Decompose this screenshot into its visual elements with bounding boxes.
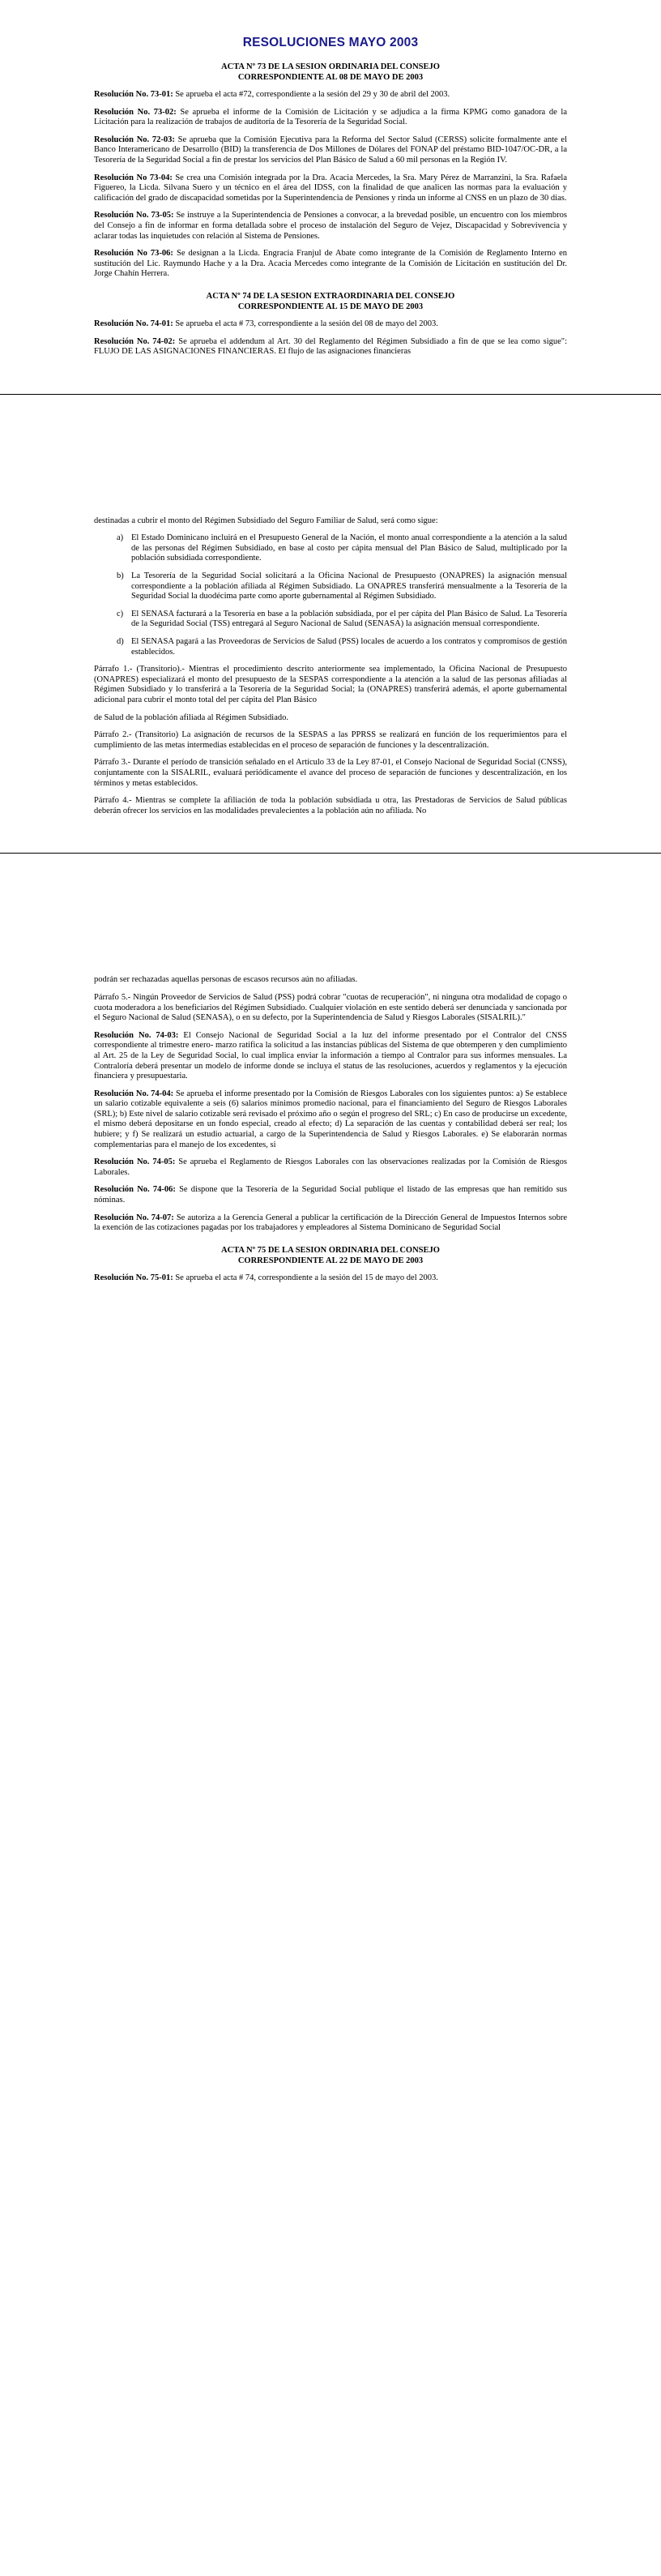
list-item-text-d: El SENASA pagará a las Proveedoras de Servicios de Salud (PSS) locales de acuerdo a los contratos y compromisos de gestión establecidos. (131, 637, 567, 657)
page-3-top-space (94, 854, 567, 975)
parrafo-5-text: Ningún Proveedor de Servicios de Salud (PSS) podrá cobrar "cuotas de recuperación", ni ninguna otra modalidad de copago o cuota moderadora a los beneficiarios del Régimen Subsidiado. Cualquier violación en este sentido deberá ser denunciada y sancionada por el Seguro Nacional de Salud (SENASA), o en su defecto, por la Superintendencia de Salud y Riesgos Laborales (SISALRIL)." (94, 992, 567, 1023)
acta-75-heading-line1: ACTA Nº 75 DE LA SESION ORDINARIA DEL CONSEJO (221, 1245, 440, 1255)
list-item (94, 533, 567, 564)
resolution-74-04 (94, 1089, 567, 1151)
parrafo-2-text: La asignación de recursos de la SESPAS a las PPRSS se realizará en función de los requerimientos para el cumplimiento de las metas intermedias establecidas en el proceso de separación de funciones y la descentralización. (94, 730, 567, 750)
resolution-74-06 (94, 1185, 567, 1205)
document-page-2 (0, 395, 661, 854)
parrafo-2 (94, 730, 567, 751)
parrafo-5-label: Párrafo 5.- (94, 992, 131, 1002)
acta-75-heading-line2: CORRESPONDIENTE AL 22 DE MAYO DE 2003 (237, 1256, 424, 1265)
resolution-74-05-text: Se aprueba el Reglamento de Riesgos Laborales con las observaciones realizadas por la Comisión de Riesgos Laborales. (94, 1157, 567, 1177)
resolution-73-01-label: Resolución No. 73-01: (94, 90, 173, 99)
resolution-73-06-label: Resolución No 73-06: (94, 249, 173, 259)
list-marker-c: c) (117, 609, 124, 618)
resolution-73-05-text: Se instruye a la Superintendencia de Pensiones a convocar, a la brevedad posible, un encuentro con los miembros del Consejo a fin de informar en forma detallada sobre el proceso de instalación del Seguro de Vejez, Discapacidad y Sobrevivencia y aclarar todas las inquietudes con relación al Sistema de Pensiones. (94, 211, 567, 241)
list-item (94, 571, 567, 602)
list-item (94, 637, 567, 657)
resolution-73-02 (94, 108, 567, 128)
page-2-bottom-space (94, 824, 567, 853)
page-3-continuation: podrán ser rechazadas aquellas personas de escasos recursos aún no afiliadas. (94, 975, 358, 985)
page-1-bottom-space (94, 365, 567, 394)
resolution-74-01 (94, 319, 567, 330)
resolution-74-03-text: El Consejo Nacional de Seguridad Social a la luz del informe presentado por el Contralor del CNSS correspondiente al trimestre enero- marzo ratifica la solicitud a las instancias públicas del Sistema de que obtemperen y den cumplimiento al Art. 25 de la Ley de Seguridad Social, lo cual implica enviar la información a tiempo al Contralor para sus informes mensuales. La Contraloría deberá presentar un modelo de informe donde se incluya el status de las resoluciones, acuerdos y reglamentos y la ejecución financiera y presupuestaria. (94, 1030, 567, 1081)
parrafo-1-text: Mientras el procedimiento descrito anteriormente sea implementado, la Oficina Nacional de Presupuesto (ONAPRES) especializará el monto del presupuesto de la SESPAS correspondiente a la atención a la salud de las personas afiliadas al Régimen Subsidiado y lo transferirá a la Tesorería de la Seguridad Social; la (ONAPRES) transferirá además, el aporte gubernamental adicional para cubrir el monto total del per cápita del Plan Básico (94, 665, 567, 704)
resolution-74-05 (94, 1157, 567, 1178)
parrafo-3 (94, 758, 567, 789)
parrafo-4-text: Mientras se complete la afiliación de toda la población subsidiada u otra, las Prestadoras de Servicios de Salud públicas deberán ofrecer los servicios en las modalidades prevalecientes a la población aún no afiliada. No (94, 796, 567, 815)
list-item-text-b: La Tesorería de la Seguridad Social solicitará a la Oficina Nacional de Presupuesto (ONAPRES) la asignación mensual correspondiente a la población afiliada al Régimen Subsidiado. La ONAPRES transferirá mensualmente a la Tesorería de la Seguridad Social la duodécima parte como aporte gubernamental al Régimen Subsidiado. (131, 571, 567, 601)
acta-73-heading-line1: ACTA Nº 73 DE LA SESION ORDINARIA DEL CONSEJO (221, 62, 440, 71)
resolution-74-04-text: Se aprueba el informe presentado por la Comisión de Riesgos Laborales con los siguientes puntos: a) Se establece un salario cotizable equivalente a seis (6) salarios mínimos promedio nacional, para el financiamiento del Seguro de Riesgos Laborales (SRL); b) Este nivel de salario cotizable será revisado el próximo año o según el progreso del SRL; c) En caso de producirse un excedente, el mismo deberá depositarse en un fondo especial, creado al efecto; d) La separación de las cuentas y contabilidad deberá ser real; los hubiere; y f) Se realizará un estudio actuarial, a cargo de la Superintendencia de Salud y Riesgos Laborales. e) Se elaborarán normas complementarias para el manejo de los excedentes, si (94, 1089, 567, 1149)
parrafo-4-label: Párrafo 4.- (94, 796, 132, 806)
resolution-75-01-text: Se aprueba el acta # 74, correspondiente a la sesión del 15 de mayo del 2003. (173, 1273, 438, 1282)
resolution-73-05-label: Resolución No. 73-05: (94, 211, 174, 220)
resolution-73-02-label: Resolución No. 73-02: (94, 107, 177, 117)
parrafo-2-label: Párrafo 2.- (Transitorio) (94, 730, 179, 740)
acta-73-heading-line2: CORRESPONDIENTE AL 08 DE MAYO DE 2003 (237, 73, 424, 82)
resolution-73-05 (94, 211, 567, 242)
resolution-73-01 (94, 90, 567, 101)
list-item-text-a: El Estado Dominicano incluirá en el Presupuesto General de la Nación, el monto anual correspondiente a la atención a la salud de las personas del Régimen Subsidiado, en base al costo per cápita mensual del Plan Básico de Salud, multiplicado por la población subsidiada correspondiente. (131, 533, 567, 563)
resolution-75-01 (94, 1273, 567, 1284)
resolution-73-04-label: Resolución No 73-04: (94, 173, 173, 182)
resolution-74-01-text: Se aprueba el acta # 73, correspondiente a la sesión del 08 de mayo del 2003. (173, 319, 438, 328)
resolution-74-04-label: Resolución No. 74-04: (94, 1089, 174, 1098)
list-marker-a: a) (117, 533, 124, 543)
parrafo-3-label: Párrafo 3.- (94, 758, 131, 768)
acta-74-heading-line2: CORRESPONDIENTE AL 15 DE MAYO DE 2003 (237, 302, 424, 311)
resolution-72-03-label: Resolución No. 72-03: (94, 135, 175, 144)
parrafo-1-label: Párrafo 1.- (Transitorio).- (94, 665, 185, 674)
acta-74-heading (94, 291, 567, 312)
resolution-74-03-label: Resolución No. 74-03: (94, 1030, 179, 1040)
resolution-73-06-text: Se designan a la Licda. Engracia Franjul de Abate como integrante de la Comisión de Reglamento Interno en sustitución del Lic. Raymundo Hache y a la Dra. Acacia Mercedes como integrante de la Comisión de Licitación en sustitución del Dr. Jorge Chahín Herrera. (94, 249, 567, 279)
parrafo-5 (94, 993, 567, 1024)
resolution-74-07-text: Se autoriza a la Gerencia General a publicar la certificación de la Dirección General de Impuestos Internos sobre la exención de las cotizaciones pagadas por los trabajadores y empleadores al Sistema Dominicano de Seguridad Social (94, 1213, 567, 1233)
resolution-73-01-text: Se aprueba el acta #72, correspondiente a la sesión del 29 y 30 de abril del 2003. (173, 90, 450, 99)
resolution-73-02-text: Se aprueba el informe de la Comisión de Licitación y se adjudica a la firma KPMG como ganadora de la Licitación para la realización de trabajos de auditoría de la Tesorería de la Seguridad Social. (94, 107, 567, 127)
page-title: RESOLUCIONES MAYO 2003 (242, 36, 419, 49)
resolution-74-03 (94, 1031, 567, 1082)
resolution-74-01-label: Resolución No. 74-01: (94, 319, 173, 328)
document-page-1 (0, 0, 661, 394)
parrafo-3-text: Durante el período de transición señalado en el Artículo 33 de la Ley 87-01, el Consejo Nacional de Seguridad Social (CNSS), conjuntamente con la SISALRIL, evaluará periódicamente el avance del proceso de separación de funciones y descentralización, en los términos y metas establecidos. (94, 758, 567, 788)
parrafo-4 (94, 796, 567, 816)
parrafo-1 (94, 665, 567, 705)
resolution-74-06-label: Resolución No. 74-06: (94, 1185, 176, 1195)
resolution-74-02 (94, 337, 567, 357)
resolution-74-02-text: Se aprueba el addendum al Art. 30 del Reglamento del Régimen Subsidiado a fin de que se lea como sigue": FLUJO DE LAS ASIGNACIONES FINANCIERAS. El flujo de las asignaciones financieras (94, 336, 567, 357)
page-2-continuation: destinadas a cubrir el monto del Régimen Subsidiado del Seguro Familiar de Salud, será como sigue: (94, 516, 438, 525)
resolution-72-03 (94, 135, 567, 166)
resolution-74-05-label: Resolución No. 74-05: (94, 1157, 176, 1167)
resolution-74-07-label: Resolución No. 74-07: (94, 1213, 174, 1222)
resolution-73-04 (94, 173, 567, 204)
page-2-top-space (94, 395, 567, 516)
list-item (94, 610, 567, 630)
list-item-text-c: El SENASA facturará a la Tesorería en base a la población subsidiada, por el per cápita del Plan Básico de Salud. La Tesorería de la Seguridad Social (TSS) entregará al Seguro Nacional de Salud (SENASA) la asignación mensual correspondiente. (131, 609, 567, 629)
resolution-72-03-text: Se aprueba que la Comisión Ejecutiva para la Reforma del Sector Salud (CERSS) solicite formalmente ante el Banco Interamericano de Desarrollo (BID) la transferencia de Dos Millones de Dólares del FONAP del préstamo BID-1047/OC-DR, a la Tesorería de la Seguridad Social a fin de prestar los servicios del Plan Básico de Salud a 60 mil personas en la Región IV. (94, 135, 568, 165)
list-marker-d: d) (117, 637, 124, 647)
resolution-74-02-label: Resolución No. 74-02: (94, 336, 176, 346)
acta-74-heading-line1: ACTA Nº 74 DE LA SESION EXTRAORDINARIA DEL CONSEJO (206, 291, 455, 301)
parrafo-1-continuation: de Salud de la población afiliada al Régimen Subsidiado. (94, 712, 288, 722)
page-3-bottom-space (94, 1290, 567, 1339)
resolution-74-06-text: Se dispone que la Tesorería de la Seguridad Social publique el listado de las empresas que han remitido sus nóminas. (94, 1185, 567, 1205)
acta-73-heading (94, 62, 567, 83)
document-page-3 (0, 854, 661, 1339)
resolution-74-07 (94, 1213, 567, 1234)
acta-75-heading (94, 1245, 567, 1266)
list-marker-b: b) (117, 571, 124, 581)
resolution-73-06 (94, 249, 567, 280)
resolution-75-01-label: Resolución No. 75-01: (94, 1273, 173, 1282)
resolution-73-04-text: Se crea una Comisión integrada por la Dra. Acacia Mercedes, la Sra. Mary Pérez de Marranzini, la Sra. Rafaela Figuereo, la Licda. Silvana Suero y un técnico en el área del IDSS, con la finalidad de que analicen las normas para la evaluación y calificación del grado de discapacidad sometidas por la Superintendencia de Pensiones y rinda un informe al CNSS en un plazo de 30 días. (94, 173, 567, 203)
